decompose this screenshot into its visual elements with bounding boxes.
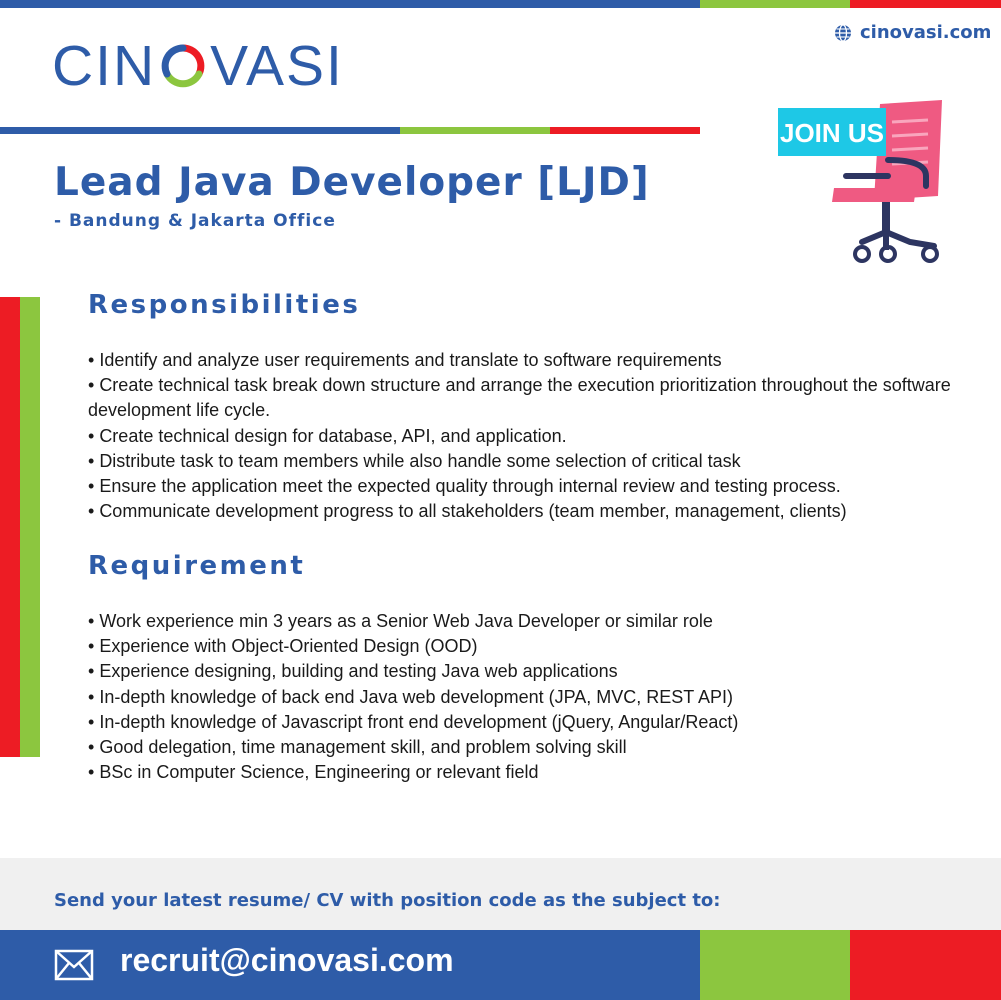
list-item: • Ensure the application meet the expected quality through internal review and testing process. <box>88 474 988 499</box>
globe-icon <box>834 24 852 42</box>
website-link[interactable] <box>834 22 991 43</box>
list-item: • Distribute task to team members while also handle some selection of critical task <box>88 449 988 474</box>
list-item: • Create technical design for database, API, and application. <box>88 424 988 449</box>
mail-icon <box>54 949 94 981</box>
list-item: • Communicate development progress to all stakeholders (team member, management, clients) <box>88 499 988 524</box>
header-divider <box>0 127 700 134</box>
chair-illustration <box>776 96 946 266</box>
join-us-text: JOIN US <box>779 118 885 148</box>
contact-email[interactable]: recruit@cinovasi.com <box>120 942 454 978</box>
requirement-list <box>88 609 988 785</box>
requirement-heading: Requirement <box>88 551 306 581</box>
website-text[interactable]: cinovasi.com <box>860 22 992 43</box>
side-accent-red <box>0 297 20 757</box>
logo-o-icon <box>159 42 207 90</box>
job-title: Lead Java Developer [LJD] <box>54 160 650 205</box>
responsibilities-heading: Responsibilities <box>88 290 361 320</box>
footer-note: Send your latest resume/ CV with position code as the subject to: <box>54 890 721 911</box>
list-item: • Experience with Object-Oriented Design (OOD) <box>88 634 988 659</box>
list-item: • BSc in Computer Science, Engineering or relevant field <box>88 760 988 785</box>
side-accent-green <box>20 297 40 757</box>
list-item: • Work experience min 3 years as a Senior Web Java Developer or similar role <box>88 609 988 634</box>
list-item: • Identify and analyze user requirements and translate to software requirements <box>88 348 988 373</box>
top-color-stripe <box>0 0 1001 8</box>
list-item: • In-depth knowledge of back end Java web development (JPA, MVC, REST API) <box>88 685 988 710</box>
job-location: - Bandung & Jakarta Office <box>54 211 336 231</box>
list-item: • In-depth knowledge of Javascript front end development (jQuery, Angular/React) <box>88 710 988 735</box>
list-item: • Create technical task break down structure and arrange the execution prioritization throughout the software development life cycle. <box>88 373 988 423</box>
logo-text-left: CIN <box>52 33 157 98</box>
responsibilities-list <box>88 348 988 524</box>
list-item: • Experience designing, building and testing Java web applications <box>88 659 988 684</box>
logo-text-right: VASI <box>210 33 344 98</box>
company-logo <box>52 33 344 98</box>
list-item: • Good delegation, time management skill, and problem solving skill <box>88 735 988 760</box>
